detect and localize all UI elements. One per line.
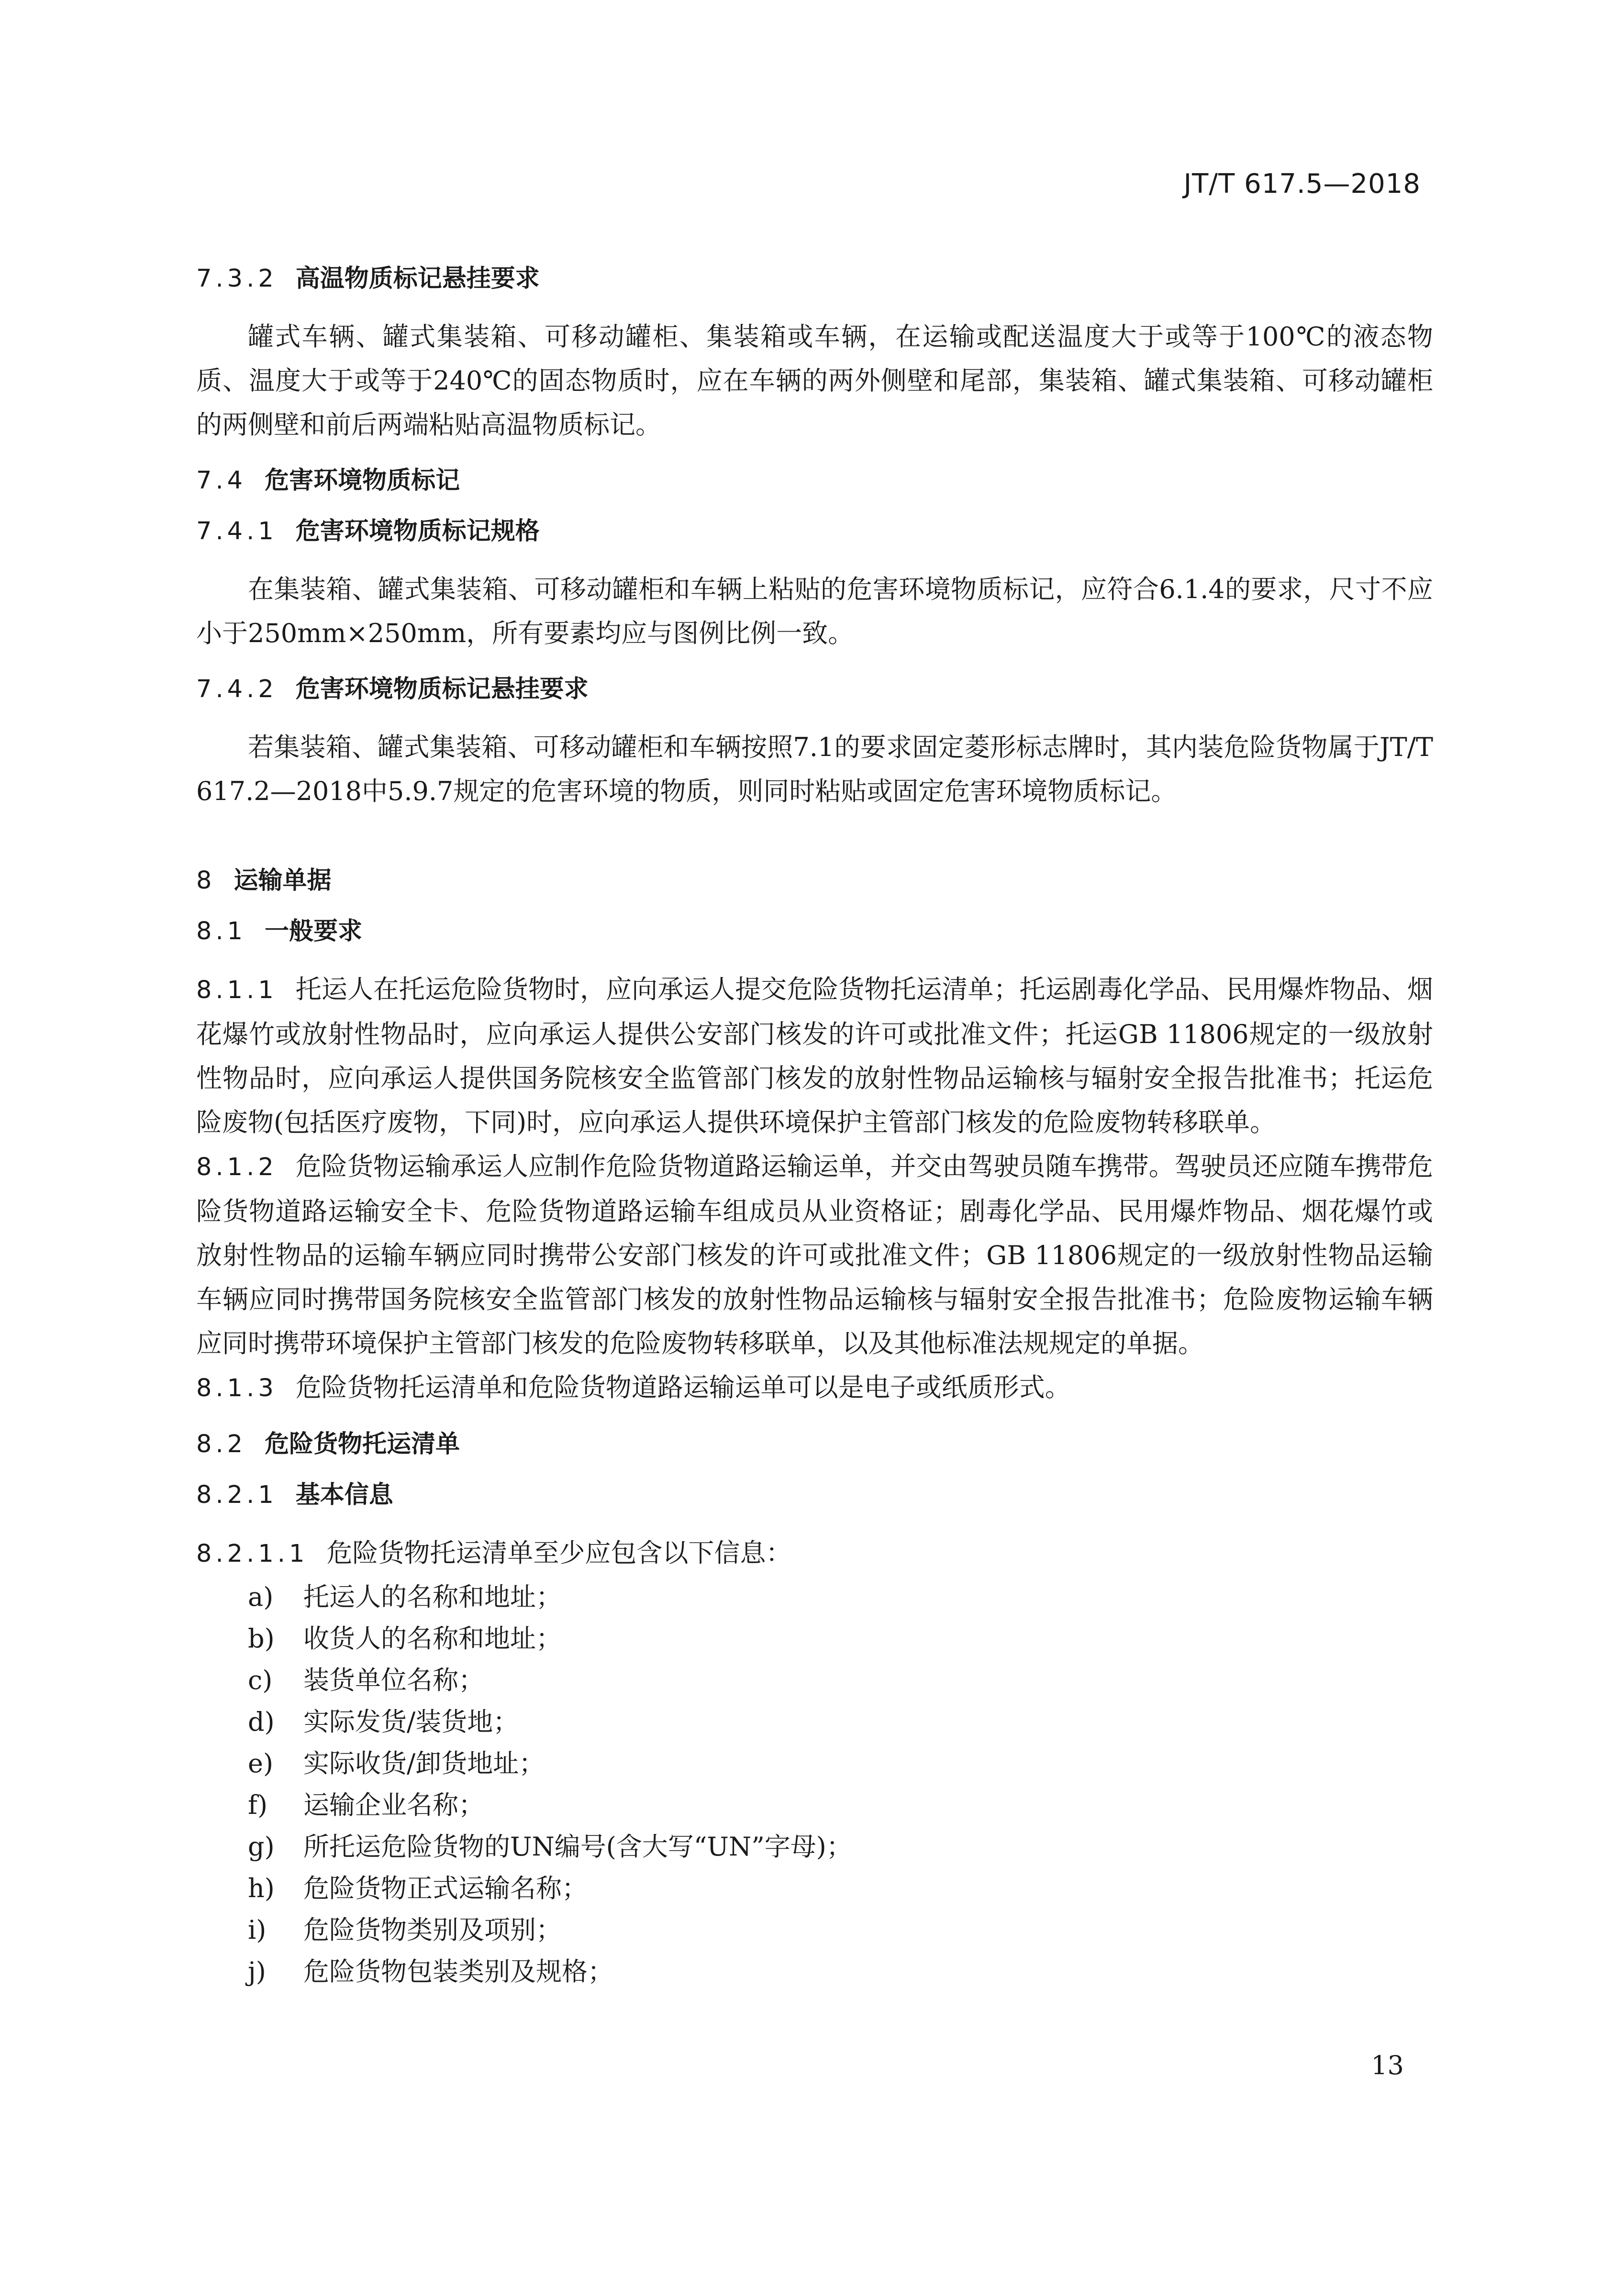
list-marker: a) [248,1582,274,1612]
list-item [196,1743,1433,1784]
page-number: 13 [1371,2050,1404,2080]
list-text: 收货人的名称和地址； [303,1623,562,1654]
page-content [196,262,1433,1992]
section-title: 危害环境物质标记悬挂要求 [295,675,589,703]
info-list [196,1576,1433,1992]
paragraph-8-1-2 [196,1145,1433,1366]
section-title: 运输单据 [234,867,332,895]
list-item [196,1867,1433,1909]
heading-7-3-2 [196,262,1433,296]
document-code: JT/T 617.5—2018 [1183,168,1421,200]
list-marker: d) [248,1707,275,1737]
list-marker: e) [248,1748,274,1778]
section-number: 8 [196,867,216,895]
section-number: 7.4 [196,467,247,495]
section-title: 一般要求 [265,917,363,945]
list-marker: f) [248,1790,268,1820]
list-text: 实际发货/装货地； [303,1707,519,1737]
section-title: 危害环境物质标记规格 [295,517,540,545]
list-text: 所托运危险货物的UN编号(含大写“UN”字母)； [303,1832,852,1862]
heading-8-2-1 [196,1478,1433,1512]
clause-text: 危险货物运输承运人应制作危险货物道路运输运单，并交由驾驶员随车携带。驾驶员还应随车携带危险货物道路运输安全卡、危险货物道路运输车组成员从业资格证；剧毒化学品、民用爆炸物品、烟花爆竹或放射性物品的运输车辆应同时携带公安部门核发的许可或批准文件；GB 11806规定的一级放射性物品运输车辆应同时携带国务院核安全监管部门核发的放射性物品运输核与辐射安全报告批准书；危险废物运输车辆应同时携带环境保护主管部门核发的危险废物转移联单，以及其他标准法规规定的单据。 [196,1151,1433,1358]
heading-8-1 [196,915,1433,948]
heading-8-2 [196,1428,1433,1461]
list-text: 危险货物正式运输名称； [303,1873,588,1903]
paragraph-8-1-3 [196,1366,1433,1411]
list-item [196,1909,1433,1951]
section-number: 8.1 [196,917,247,945]
heading-7-4-2 [196,673,1433,706]
section-number: 8.2 [196,1430,247,1458]
heading-7-4-1 [196,515,1433,548]
list-text: 装货单位名称； [303,1665,484,1695]
list-item [196,1618,1433,1659]
section-number: 8.2.1 [196,1481,278,1509]
list-item [196,1951,1433,1992]
list-item [196,1826,1433,1867]
section-title: 危害环境物质标记 [265,467,460,495]
list-item [196,1576,1433,1618]
section-title: 高温物质标记悬挂要求 [295,265,540,293]
paragraph-8-1-1 [196,967,1433,1145]
clause-text: 托运人在托运危险货物时，应向承运人提交危险货物托运清单；托运剧毒化学品、民用爆炸物品、烟花爆竹或放射性物品时，应向承运人提供公安部门核发的许可或批准文件；托运GB 11806规定的一级放射性物品时，应向承运人提供国务院核安全监管部门核发的放射性物品运输核与辐射安全报告批准书；托运危险废物(包括医疗废物，下同)时，应向承运人提供环境保护主管部门核发的危险废物转移联单。 [196,974,1433,1137]
list-marker: g) [248,1832,275,1862]
section-title: 危险货物托运清单 [265,1430,460,1458]
list-marker: h) [248,1873,275,1903]
list-marker: i) [248,1915,267,1945]
clause-text: 危险货物托运清单至少应包含以下信息： [326,1538,792,1568]
list-text: 危险货物类别及项别； [303,1915,562,1945]
section-number: 7.4.1 [196,517,278,545]
paragraph-8-2-1-1 [196,1531,1433,1576]
clause-number: 8.1.2 [196,1153,278,1181]
clause-number: 8.1.3 [196,1374,278,1402]
list-text: 实际收货/卸货地址； [303,1748,545,1778]
clause-number: 8.2.1.1 [196,1540,309,1568]
list-text: 托运人的名称和地址； [303,1582,562,1612]
list-marker: c) [248,1665,273,1695]
list-item [196,1701,1433,1743]
clause-number: 8.1.1 [196,976,278,1004]
list-text: 运输企业名称； [303,1790,484,1820]
list-item [196,1784,1433,1826]
heading-7-4 [196,464,1433,498]
list-marker: j) [248,1956,266,1987]
paragraph-7-4-1: 在集装箱、罐式集装箱、可移动罐柜和车辆上粘贴的危害环境物质标记，应符合6.1.4的要求，尺寸不应小于250mm×250mm，所有要素均应与图例比例一致。 [196,574,1433,648]
list-text: 危险货物包装类别及规格； [303,1956,613,1987]
section-number: 7.4.2 [196,675,278,703]
clause-text: 危险货物托运清单和危险货物道路运输运单可以是电子或纸质形式。 [295,1372,1071,1402]
paragraph-7-4-2: 若集装箱、罐式集装箱、可移动罐柜和车辆按照7.1的要求固定菱形标志牌时，其内装危险货物属于JT/T 617.2—2018中5.9.7规定的危害环境的物质，则同时粘贴或固定危害环境物质标记。 [196,732,1433,806]
list-item [196,1659,1433,1701]
section-number: 7.3.2 [196,265,278,293]
heading-8 [196,864,1433,898]
list-marker: b) [248,1623,275,1654]
section-title: 基本信息 [295,1481,393,1509]
paragraph-7-3-2: 罐式车辆、罐式集装箱、可移动罐柜、集装箱或车辆，在运输或配送温度大于或等于100℃的液态物质、温度大于或等于240℃的固态物质时，应在车辆的两外侧壁和尾部，集装箱、罐式集装箱、可移动罐柜的两侧壁和前后两端粘贴高温物质标记。 [196,322,1433,440]
